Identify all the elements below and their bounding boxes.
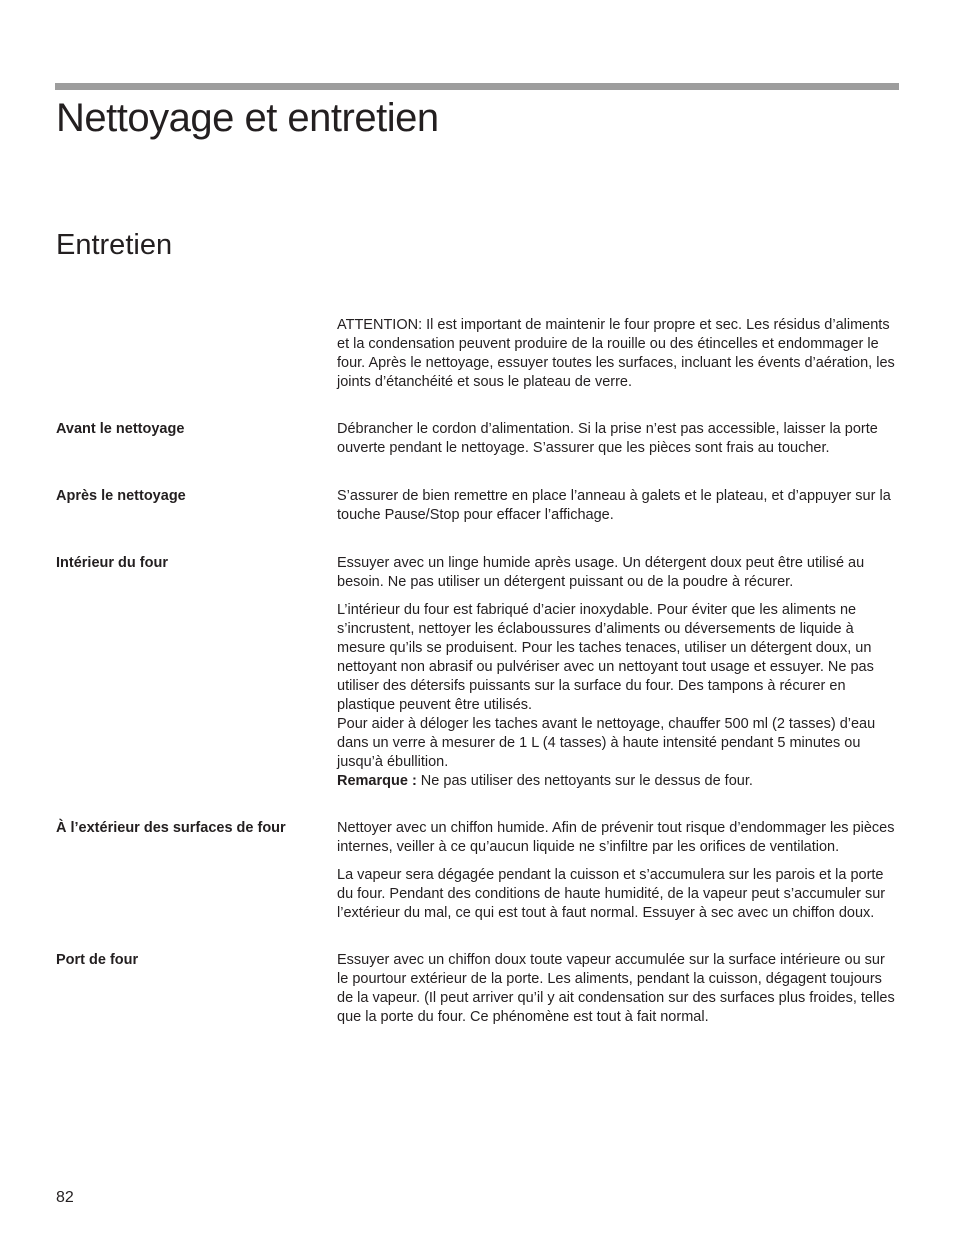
section-apres xyxy=(56,487,899,525)
section-label-apres: Après le nettoyage xyxy=(56,488,186,504)
note-label: Remarque : xyxy=(337,773,417,789)
attention-label: ATTENTION: xyxy=(337,317,423,333)
section-avant xyxy=(56,420,899,458)
section-body-exterieur: Nettoyer avec un chiffon humide. Afin de prévenir tout risque d’endommager les pièces internes, veiller à ce qu’aucun liquide ne s’infiltre par les orifices de ventilation. La vapeur sera dégagée pendant la cuisson et s’accumulera sur les parois et la porte du four. Pendant des conditions de haute humidité, de la vapeur peut s’accumuler sur l’extérieur du mal, ce qui est tout à faut normal. Essuyer à sec avec un chiffon doux. xyxy=(337,820,895,921)
section-title: Entretien xyxy=(56,229,173,261)
content xyxy=(56,316,899,1027)
section-body-interieur: Essuyer avec un linge humide après usage. Un détergent doux peut être utilisé au besoin. Ne pas utiliser un détergent puissant ou de la poudre à récurer. L’intérieur du four est fabriqué d’acier inoxydable. Pour éviter que les aliments ne s’incrustent, nettoyer les éclaboussures d’aliments ou déversements de liquide à mesure qu’ils se produisent. Pour les taches tenaces, utiliser un détergent doux, un nettoyant non abrasif ou pulvériser avec un nettoyant tout usage et essuyer. Ne pas utiliser des détersifs puissants sur la surface du four. Des tampons à récurer en plastique peuvent être utilisés. Pour aider à déloger les taches avant le nettoyage, chauffer 500 ml (2 tasses) d’eau dans un verre à mesurer de 1 L (4 tasses) à haute intensité pendant 5 minutes ou jusqu’à ébullition. Remarque : Ne pas utiliser des nettoyants sur le dessus de four. xyxy=(337,555,876,789)
top-rule xyxy=(55,83,899,90)
section-interieur xyxy=(56,554,899,791)
attention-spacer xyxy=(56,316,337,392)
section-porte xyxy=(56,951,899,1027)
page-number: 82 xyxy=(56,1189,74,1206)
section-exterieur xyxy=(56,819,899,923)
section-label-interieur: Intérieur du four xyxy=(56,555,168,571)
section-body-avant: Débrancher le cordon d’alimentation. Si la prise n’est pas accessible, laisser la porte ouverte pendant le nettoyage. S’assurer que les pièces sont frais au toucher. xyxy=(337,421,878,456)
section-label-porte: Port de four xyxy=(56,952,139,968)
attention-row xyxy=(56,316,899,392)
section-body-apres: S’assurer de bien remettre en place l’anneau à galets et le plateau, et d’appuyer sur la touche Pause/Stop pour effacer l’affichage. xyxy=(337,488,891,523)
section-body-porte: Essuyer avec un chiffon doux toute vapeur accumulée sur la surface intérieure ou sur le pourtour extérieur de la porte. Les aliments, pendant la cuisson, dégagent toujours de la vapeur. (Il peut arriver qu’il y ait condensation sur des surfaces plus froides, telles que la porte du four. Ce phénomène est tout à fait normal. xyxy=(337,952,895,1025)
attention-text: ATTENTION: Il est important de maintenir le four propre et sec. Les résidus d’aliments et la condensation peuvent produire de la rouille ou des étincelles et endommager le four. Après le nettoyage, essuyer toutes les surfaces, incluant les évents d’aération, les joints d’étanchéité et sous le plateau de verre. xyxy=(337,317,895,390)
page-title: Nettoyage et entretien xyxy=(56,96,439,140)
section-label-avant: Avant le nettoyage xyxy=(56,421,185,437)
section-label-exterieur: À l’extérieur des surfaces de four xyxy=(56,820,286,836)
